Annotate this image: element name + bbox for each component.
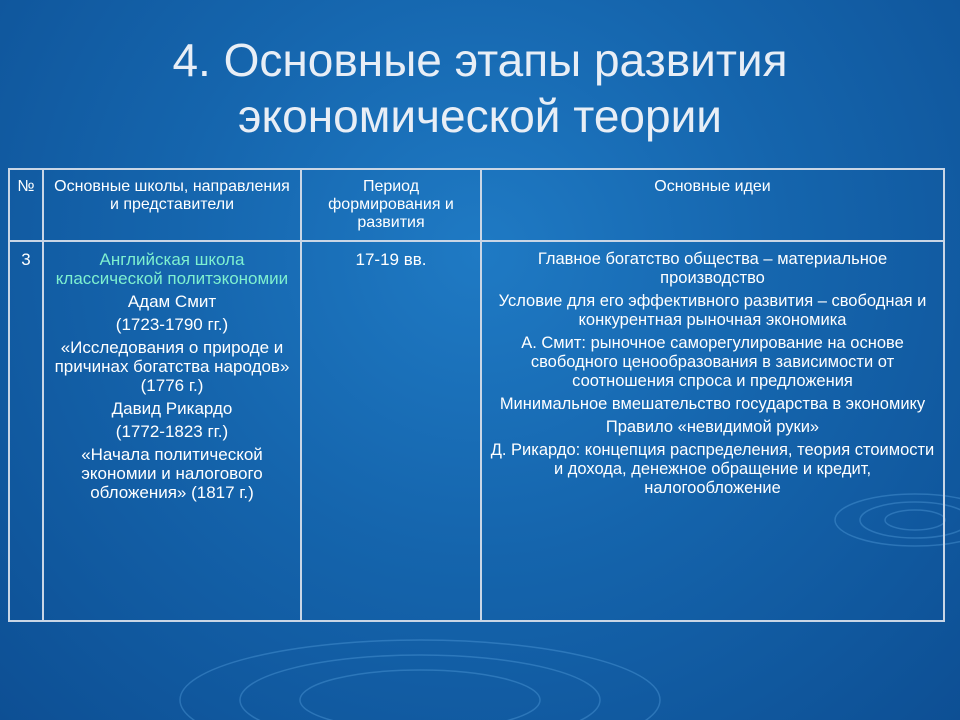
economic-schools-table [8,168,945,622]
idea-item: Д. Рикардо: концепция распределения, теория стоимости и дохода, денежное обращение и кредит, налогообложение [490,441,935,497]
header-number: № [9,169,43,241]
school-name: Английская школа классической политэкономии [55,250,289,288]
table-row [9,241,944,621]
header-schools: Основные школы, направления и представители [43,169,301,241]
idea-item: Главное богатство общества – материальное производство [537,250,888,287]
slide-title-line-1: 4. Основные этапы развития [172,34,788,86]
idea-item: Правило «невидимой руки» [605,418,820,436]
header-ideas: Основные идеи [481,169,944,241]
smith-years: (1723-1790 гг.) [115,315,229,334]
cell-ideas [481,241,944,621]
ricardo-years: (1772-1823 гг.) [115,422,229,441]
cell-number: 3 [9,241,43,621]
table-header-row [9,169,944,241]
smith-work: «Исследования о природе и причинах богатства народов» (1776 г.) [54,338,290,395]
ricardo-work: «Начала политической экономии и налогового обложения» (1817 г.) [81,445,263,502]
slide-title-line-2: экономической теории [238,90,722,142]
header-period: Период формирования и развития [301,169,481,241]
idea-item: Условие для его эффективного развития – свободная и конкурентная рыночная экономика [498,292,927,329]
representative-ricardo: Давид Рикардо [111,399,233,418]
idea-item: Минимальное вмешательство государства в экономику [499,395,926,413]
cell-period: 17-19 вв. [301,241,481,621]
idea-item: А. Смит: рыночное саморегулирование на основе свободного ценообразования в зависимости от соотношения спроса и предложения [521,334,904,390]
slide-title [60,32,900,144]
representative-smith: Адам Смит [127,292,217,311]
cell-school [43,241,301,621]
